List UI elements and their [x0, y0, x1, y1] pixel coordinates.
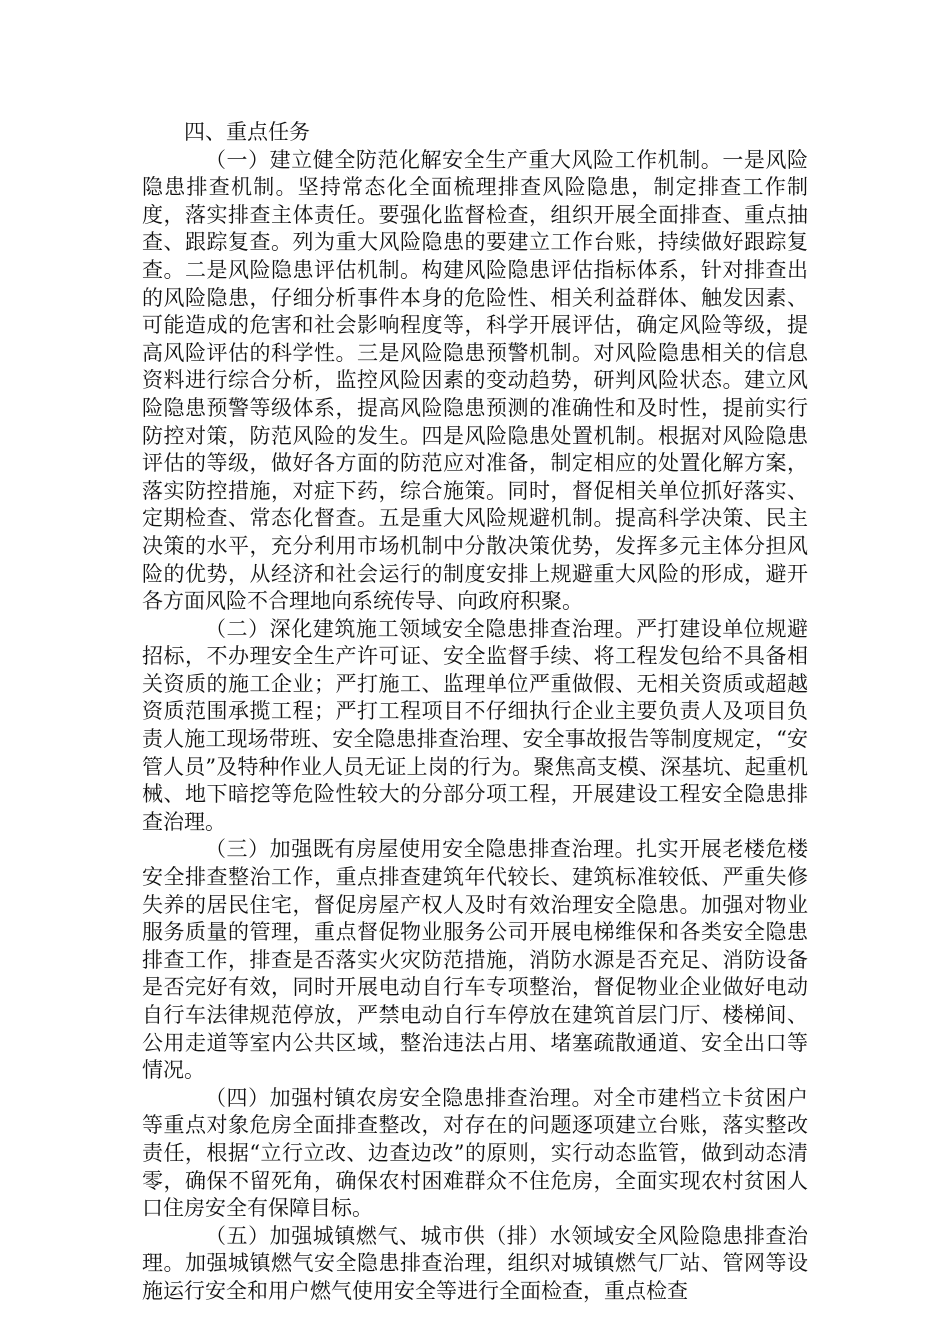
paragraph-4: （四）加强村镇农房安全隐患排查治理。对全市建档立卡贫困户等重点对象危房全面排查整改，对存在的问题逐项建立台账，落实整改责任，根据“立行立改、边查边改”的原则，实行动态监管，做到动态清零，确保不留死角，确保农村困难群众不住危房，全面实现农村贫困人口住房安全有保障目标。 — [142, 1085, 808, 1221]
section-heading: 四、重点任务 — [184, 120, 310, 144]
document-page — [142, 119, 808, 1306]
paragraph-3: （三）加强既有房屋使用安全隐患排查治理。扎实开展老楼危楼安全排查整治工作，重点排查建筑年代较长、建筑标准较低、严重失修失养的居民住宅，督促房屋产权人及时有效治理安全隐患。加强对物业服务质量的管理，重点督促物业服务公司开展电梯维保和各类安全隐患排查工作，排查是否落实火灾防范措施，消防水源是否充足、消防设备是否完好有效，同时开展电动自行车专项整治，督促物业企业做好电动自行车法律规范停放，严禁电动自行车停放在建筑首层门厅、楼梯间、公用走道等室内公共区域，整治违法占用、堵塞疏散通道、安全出口等情况。 — [142, 837, 808, 1083]
paragraph-2: （二）深化建筑施工领域安全隐患排查治理。严打建设单位规避招标，不办理安全生产许可证、安全监督手续、将工程发包给不具备相关资质的施工企业；严打施工、监理单位严重做假、无相关资质或超越资质范围承揽工程；严打工程项目不仔细执行企业主要负责人及项目负责人施工现场带班、安全隐患排查治理、安全事故报告等制度规定，“安管人员”及特种作业人员无证上岗的行为。聚焦高支模、深基坑、起重机械、地下暗挖等危险性较大的分部分项工程，开展建设工程安全隐患排查治理。 — [142, 616, 808, 834]
paragraph-1: （一）建立健全防范化解安全生产重大风险工作机制。一是风险隐患排查机制。坚持常态化全面梳理排查风险隐患，制定排查工作制度，落实排查主体责任。要强化监督检查，组织开展全面排查、重点抽查、跟踪复查。列为重大风险隐患的要建立工作台账，持续做好跟踪复查。二是风险隐患评估机制。构建风险隐患评估指标体系，针对排查出的风险隐患，仔细分析事件本身的危险性、相关利益群体、触发因素、可能造成的危害和社会影响程度等，科学开展评估，确定风险等级，提高风险评估的科学性。三是风险隐患预警机制。对风险隐患相关的信息资料进行综合分析，监控风险因素的变动趋势，研判风险状态。建立风险隐患预警等级体系，提高风险隐患预测的准确性和及时性，提前实行防控对策，防范风险的发生。四是风险隐患处置机制。根据对风险隐患评估的等级，做好各方面的防范应对准备，制定相应的处置化解方案，落实防控措施，对症下药，综合施策。同时，督促相关单位抓好落实、定期检查、常态化督查。五是重大风险规避机制。提高科学决策、民主决策的水平，充分利用市场机制中分散决策优势，发挥多元主体分担风险的优势，从经济和社会运行的制度安排上规避重大风险的形成，避开各方面风险不合理地向系统传导、向政府积聚。 — [142, 147, 808, 614]
paragraph-5: （五）加强城镇燃气、城市供（排）水领域安全风险隐患排查治理。加强城镇燃气安全隐患排查治理，组织对城镇燃气厂站、管网等设施运行安全和用户燃气使用安全等进行全面检查，重点检查 — [142, 1223, 808, 1303]
